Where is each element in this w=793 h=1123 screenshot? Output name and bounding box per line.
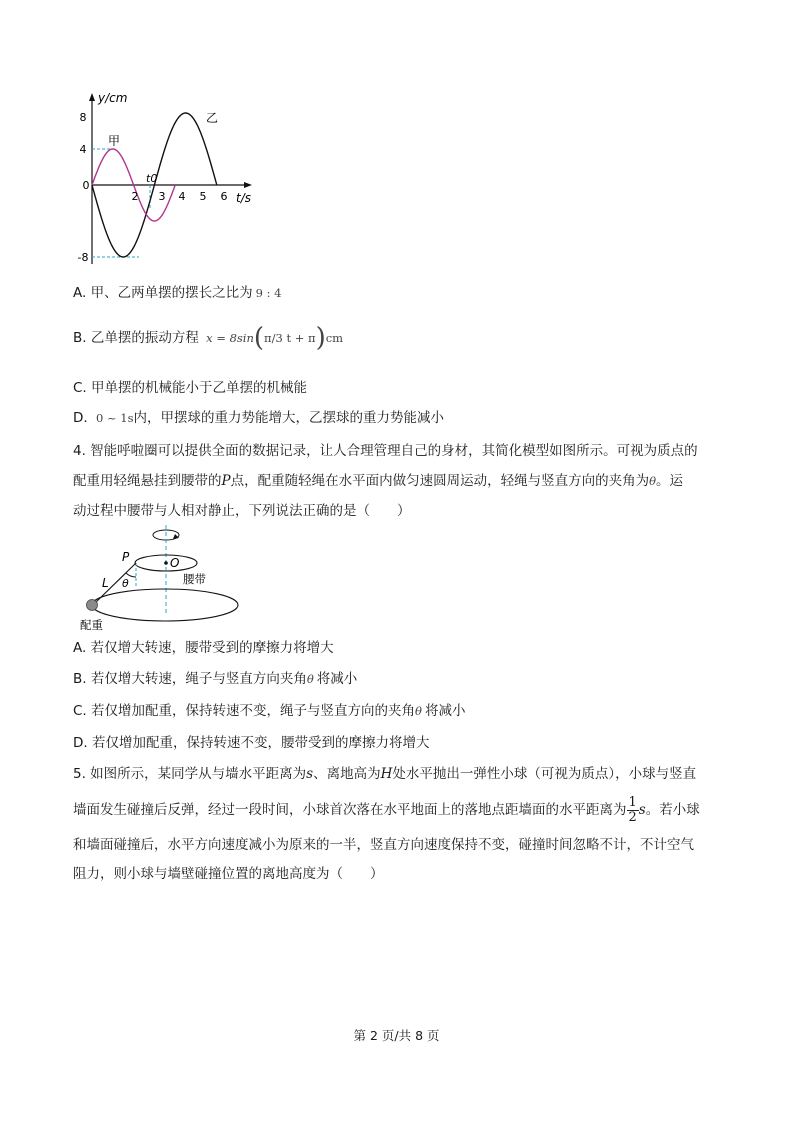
yi-label: 乙 [206,111,219,125]
q4-line2-c: 。运 [656,473,684,489]
option-3a [73,284,281,302]
option-3d-math: 0 ~ 1s [95,411,134,425]
x-tick-6: 6 [220,190,228,203]
q5-line2-a: 墙面发生碰撞后反弹，经过一段时间，小球首次落在水平地面上的落地点距墙面的水平距离为 [73,802,627,818]
right-paren: ) [315,323,326,353]
label-theta: θ [122,577,129,590]
q4-line-2 [73,472,683,490]
q4-line-3: 动过程中腰带与人相对静止，下列说法正确的是（ ） [73,503,411,519]
left-paren: ( [253,323,265,353]
weight-ball [87,600,98,611]
label-belt: 腰带 [183,572,206,586]
option-4c-a: C. 若仅增加配重，保持转速不变，绳子与竖直方向的夹角 [73,703,416,719]
t0-label: t0 [146,172,158,185]
y-axis-label: y/cm [98,91,128,105]
q4-p: P [221,473,231,489]
q5-line-2 [73,794,700,826]
option-3c: C. 甲单摆的机械能小于乙单摆的机械能 [73,380,308,396]
q5-s2: s [638,802,646,818]
option-4c [73,702,465,720]
center-o-dot [164,561,168,565]
option-3b-text: B. 乙单摆的振动方程 [73,330,199,346]
equation-inner: π/3 t + π [264,331,316,345]
t-axis-arrow [244,182,252,188]
q5-line-4: 阻力，则小球与墙壁碰撞位置的离地高度为（ ） [73,866,384,882]
option-3a-text: A. 甲、乙两单摆的摆长之比为 [73,285,253,301]
option-4c-theta: θ [415,704,422,718]
q4-line2-a: 配重用轻绳悬挂到腰带的 [73,473,222,489]
origin-label: 0 [82,179,90,192]
rope-line [94,563,136,604]
option-3d [73,409,444,427]
q5-h: H [380,766,393,782]
vibration-graph [78,88,258,268]
label-o: O [170,556,180,570]
y-tick-minus8: -8 [78,251,89,264]
label-weight: 配重 [80,618,103,632]
option-3d-prefix: D. [73,410,88,426]
q4-line2-b: 点，配重随轻绳在水平面内做匀速圆周运动，轻绳与竖直方向的夹角为 [230,473,650,489]
option-3d-text: 内，甲摆球的重力势能增大，乙摆球的重力势能减小 [133,410,444,426]
option-4b-theta: θ [306,672,314,686]
option-3b-equation [206,323,344,353]
q5-line2-b: 。若小球 [645,802,700,818]
q5-s: s [306,766,314,782]
option-4a: A. 若仅增大转速，腰带受到的摩擦力将增大 [73,640,334,656]
frac-num: 1 [628,794,637,810]
x-tick-4: 4 [178,190,186,203]
equation-prefix: x = 8sin [206,331,254,345]
option-4b-b: 将减小 [316,671,358,687]
y-tick-4: 4 [79,143,87,156]
q5-line1-c: 处水平抛出一弹性小球（可视为质点），小球与竖直 [392,766,697,782]
option-3b [73,323,344,353]
jia-label: 甲 [108,134,121,148]
x-tick-5: 5 [199,190,207,203]
y-axis-arrow [89,93,95,101]
page-footer: 第 2 页/共 8 页 [353,1028,440,1043]
option-4b [73,670,357,688]
option-4c-b: 将减小 [424,703,466,719]
option-4d: D. 若仅增加配重，保持转速不变，腰带受到的摩擦力将增大 [73,735,430,751]
weight-path-ellipse [92,589,238,621]
q4-theta: θ [649,474,657,488]
label-l: L [102,576,109,590]
x-tick-3: 3 [158,190,166,203]
frac-den: 2 [628,809,637,825]
q5-line-3: 和墙面碰撞后，水平方向速度减小为原来的一半，竖直方向速度保持不变，碰撞时间忽略不计，不计空气 [73,837,694,853]
hula-hoop-figure [80,525,250,635]
q5-line1-b: 、离地高为 [313,766,381,782]
y-tick-8: 8 [79,111,87,124]
q4-line-1: 4. 智能呼啦圈可以提供全面的数据记录，让人合理管理自己的身材，其简化模型如图所示。可视为质点的 [73,443,698,459]
option-4b-a: B. 若仅增大转速，绳子与竖直方向夹角 [73,671,307,687]
option-3a-math: 9 : 4 [255,286,282,300]
fraction-one-half [627,796,639,825]
label-p: P [122,550,130,564]
q5-line-1 [73,765,696,783]
x-axis-label: t/s [236,191,251,205]
x-tick-2: 2 [131,190,139,203]
equation-unit: cm [325,331,344,345]
q5-line1-a: 5. 如图所示，某同学从与墙水平距离为 [73,766,307,782]
